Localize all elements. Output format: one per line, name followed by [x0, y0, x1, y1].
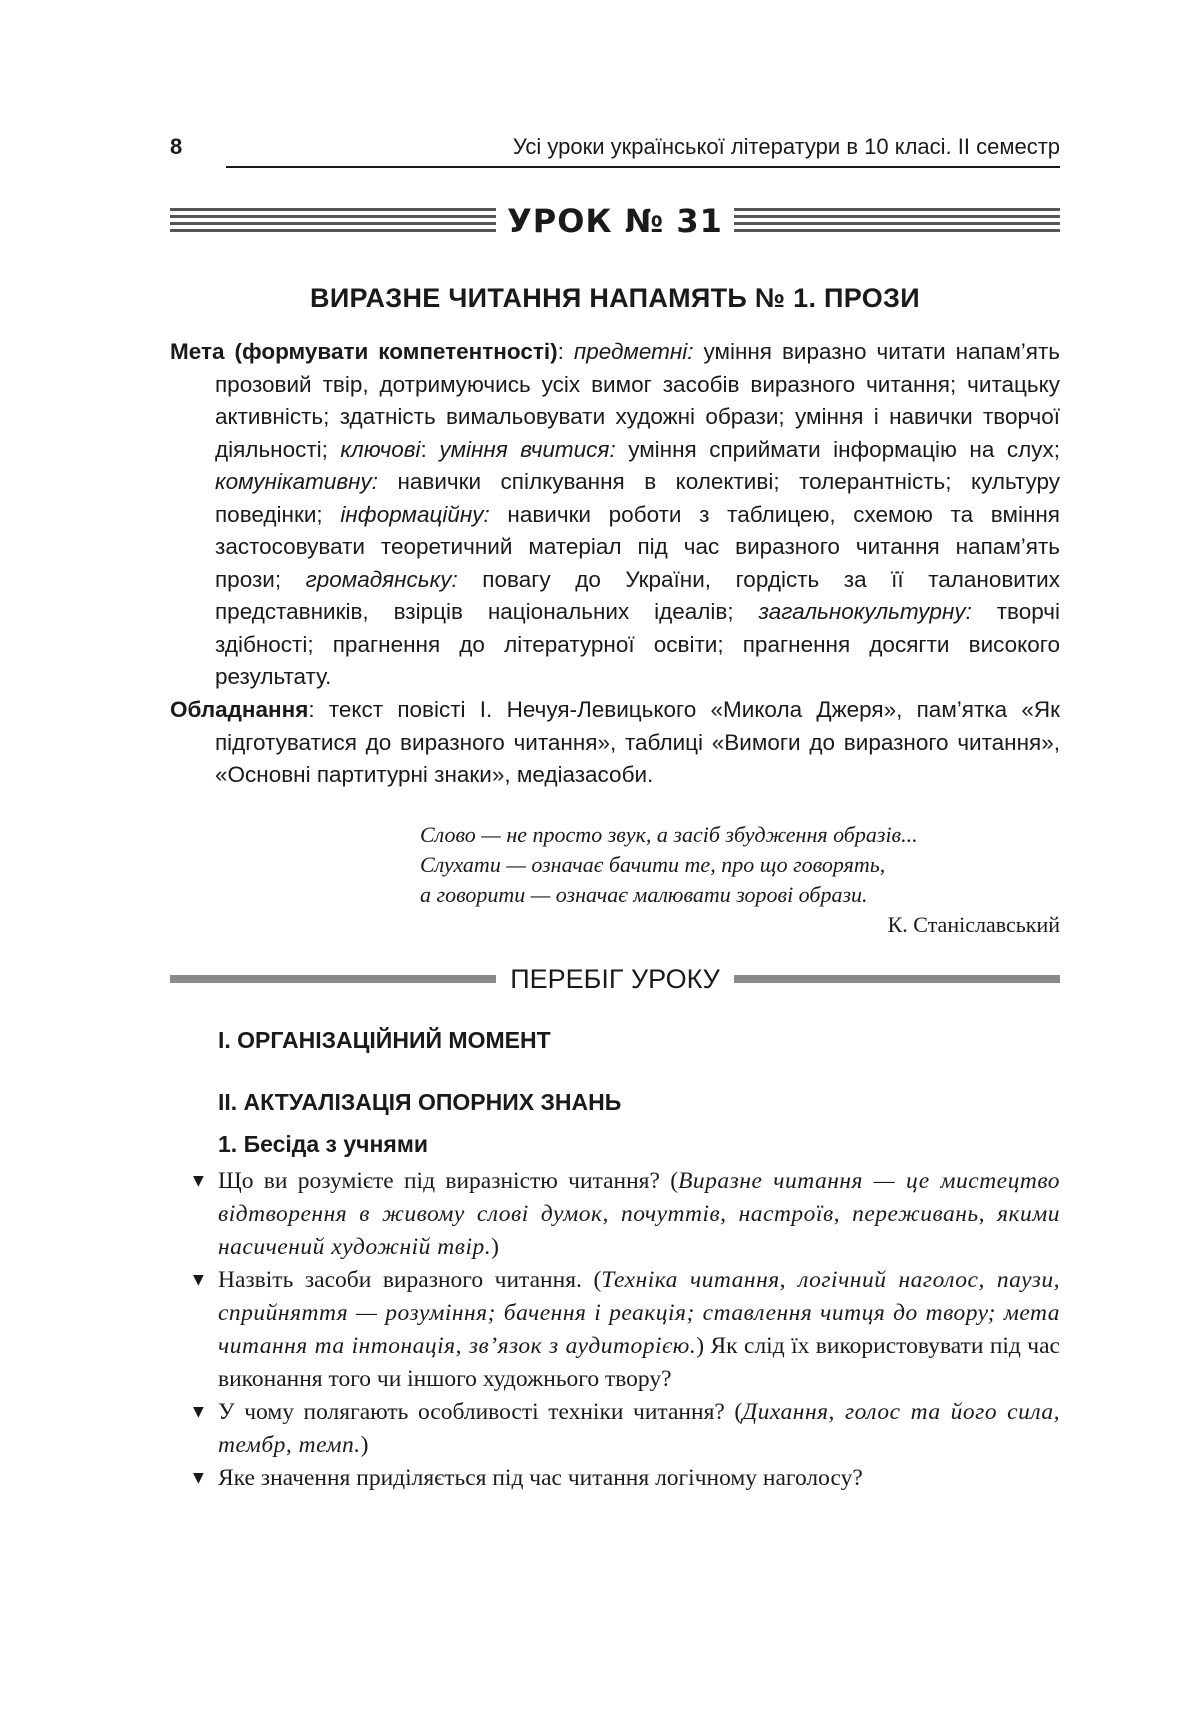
list-item [170, 1396, 1060, 1462]
epigraph-line: Слухати — означає бачити те, про що говорять, [420, 852, 886, 877]
equipment-paragraph [170, 694, 1060, 792]
progress-title: ПЕРЕБІГ УРОКУ [510, 964, 720, 994]
triangle-bullet-icon: ▼ [193, 1173, 204, 1189]
lesson-topic: ВИРАЗНЕ ЧИТАННЯ НАПАМЯТЬ № 1. ПРОЗИ [310, 283, 920, 313]
triangle-bullet-icon: ▼ [193, 1404, 204, 1420]
question-text: Яке значення приділяється під час читання логічному наголосу? [218, 1465, 863, 1491]
epigraph [420, 820, 1060, 940]
section-heading: ІІ. АКТУАЛІЗАЦІЯ ОПОРНИХ ЗНАНЬ [218, 1089, 622, 1115]
goal-term: комунікативну: [215, 469, 378, 494]
goal-text: уміння сприймати інформацію на слух; [615, 436, 1060, 462]
goal-term: ключові [340, 436, 421, 462]
list-item [170, 1264, 1060, 1396]
answer-text: Дихання, голос та його сила, тембр, темп. [218, 1399, 1061, 1458]
answer-text: Техніка читання, логічний наголос, паузи, сприйняття — розуміння; бачення і реакція; ставлення читця до твору; мета читання та інтонація, зв’язок з аудиторією. [218, 1267, 1060, 1359]
page-number: 8 [170, 134, 183, 159]
question-text: У чому полягають особливості техніки читання? ( [218, 1399, 743, 1425]
question-tail: ) Як слід їх використовувати під час виконання того чи іншого художнього твору? [218, 1333, 1060, 1392]
divider-bar-right [734, 975, 1060, 983]
epigraph-author: К. Станіславський [887, 912, 1060, 937]
decorative-lines-left [170, 208, 496, 234]
running-title: Усі уроки української літератури в 10 класі. ІІ семестр [512, 134, 1060, 159]
divider-bar-left [170, 975, 496, 983]
epigraph-line: Слово — не просто звук, а засіб збудження образів... [420, 822, 918, 847]
goal-text: творчі здібності; прагнення до літературної освіти; прагнення досягти високого результату. [215, 599, 1061, 689]
lesson-title: УРОК № 31 [507, 202, 723, 240]
list-item [170, 1165, 1060, 1264]
triangle-bullet-icon: ▼ [193, 1272, 204, 1288]
goal-term: уміння вчитися: [439, 436, 616, 462]
goal-term: громадянську: [305, 566, 458, 592]
progress-title-band [170, 958, 1060, 1000]
section-heading: І. ОРГАНІЗАЦІЙНИЙ МОМЕНТ [218, 1027, 551, 1053]
page-header [170, 128, 1060, 168]
goal-text: : [557, 339, 574, 364]
goal-text: навички спілкування в колективі; толерантність; культуру поведінки; [215, 469, 1060, 527]
equipment-text: : текст повісті І. Нечуя-Левицького «Микола Джеря», пам’ятка «Як підготуватися до виразного читання», таблиці «Вимоги до виразного читання», «Основні партитурні знаки», медіазасоби. [215, 697, 1060, 787]
epigraph-line: а говорити — означає малювати зорові образи. [420, 882, 868, 907]
lesson-title-band [170, 198, 1060, 244]
decorative-lines-right [734, 208, 1060, 234]
equipment-label: Обладнання [170, 697, 309, 722]
question-tail: ) [360, 1432, 369, 1458]
goal-term: предметні: [573, 339, 694, 364]
goal-term: загальнокультурну: [758, 599, 972, 624]
answer-text: Виразне читання — це мистецтво відтворення в живому слові думок, почуттів, настроїв, переживань, якими насичений художній твір. [218, 1168, 1060, 1260]
goal-paragraph [170, 336, 1060, 694]
goal-label: Мета (формувати компетентності) [170, 339, 558, 364]
goal-term: інформаційну: [340, 501, 490, 527]
question-text: Що ви розумієте під виразністю читання? ( [218, 1168, 679, 1194]
header-rule [226, 166, 1060, 168]
question-text: Назвіть засоби виразного читання. ( [218, 1267, 602, 1293]
goal-text: : [420, 436, 440, 462]
goal-text: навички роботи з таблицею, схемою та вміння застосовувати теоретичний матеріал під час виразного читання напам’ять прози; [215, 501, 1060, 592]
goal-text: уміння виразно читати напам’ять прозовий твір, дотримуючись усіх вимог засобів виразного читання; читацьку активність; здатність вимальовувати художні образи; уміння і навички творчої діяльності; [215, 339, 1060, 462]
goal-text: повагу до України, гордість за її талановитих представників, взірців національних ідеалів; [215, 566, 1060, 624]
question-list [170, 1165, 1060, 1495]
subsection-heading: 1. Бесіда з учнями [218, 1131, 428, 1157]
triangle-bullet-icon: ▼ [193, 1470, 204, 1486]
question-tail: ) [491, 1234, 499, 1260]
list-item [170, 1462, 1060, 1495]
